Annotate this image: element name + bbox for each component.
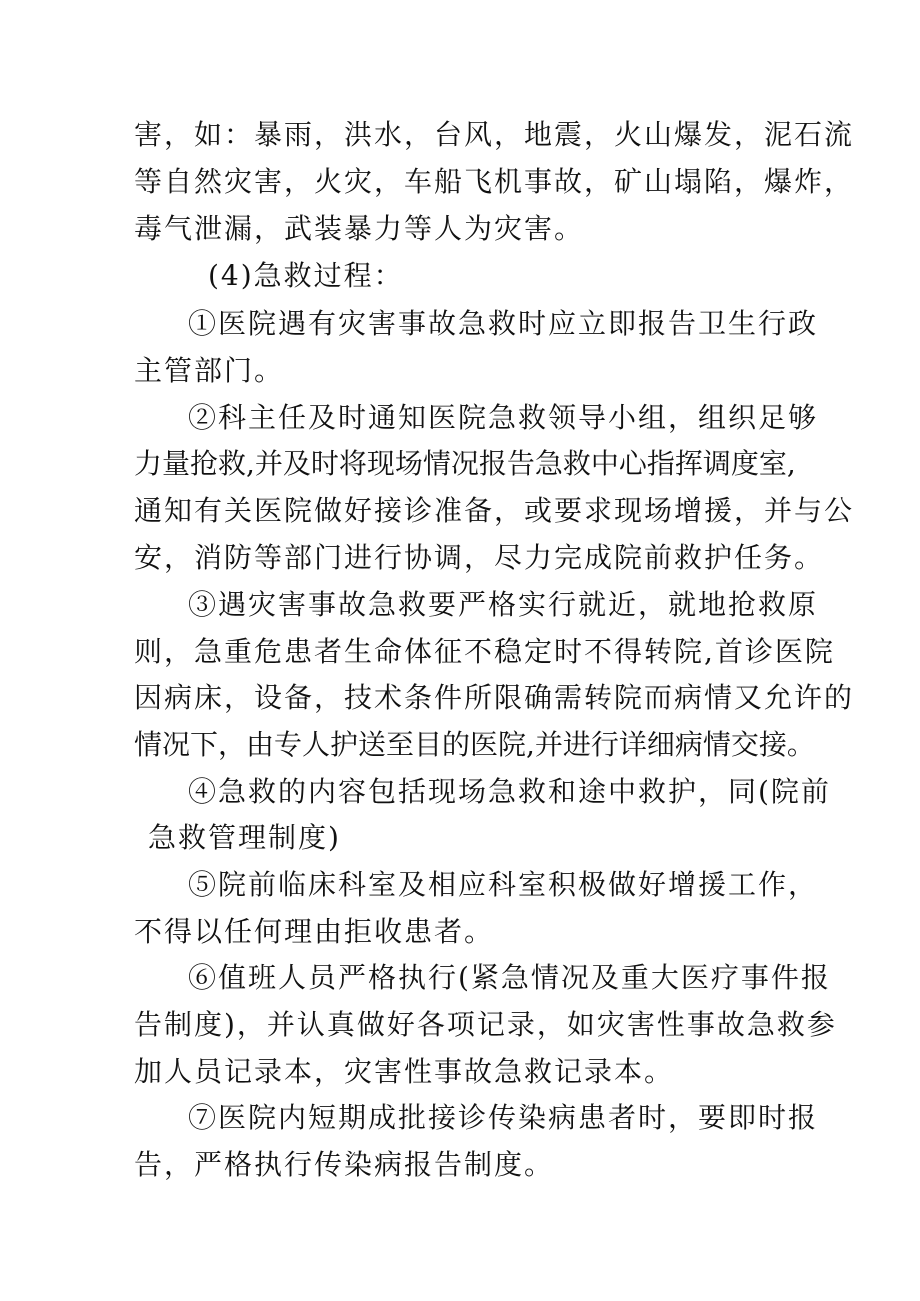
text-line-1: 害，如：暴雨，洪水，台风，地震，火山爆发，泥石流 xyxy=(134,118,855,151)
text-line-3: 毒气泄漏，武装暴力等人为灾害。 xyxy=(134,212,585,245)
text-line-2: 等自然灾害，火灾，车船飞机事故，矿山塌陷，爆炸， xyxy=(134,165,855,198)
text-line-18: 不得以任何理由拒收患者。 xyxy=(134,915,495,948)
text-line-9: 通知有关医院做好接诊准备，或要求现场增援，并与公 xyxy=(134,494,855,527)
text-line-16: 急救管理制度) xyxy=(148,821,341,854)
text-line-7: ②科主任及时通知医院急救领导小组，组织足够 xyxy=(188,401,819,434)
text-line-23: 告，严格执行传染病报告制度。 xyxy=(134,1148,555,1181)
text-line-5: ①医院遇有灾害事故急救时应立即报告卫生行政 xyxy=(188,307,819,340)
text-line-21: 加人员记录本，灾害性事故急救记录本。 xyxy=(134,1055,675,1088)
text-line-15: ④急救的内容包括现场急救和途中救护，同(院前 xyxy=(188,775,831,808)
text-line-14: 情况下，由专人护送至目的医院,并进行详细病情交接。 xyxy=(134,728,815,761)
text-line-19: ⑥值班人员严格执行(紧急情况及重大医疗事件报 xyxy=(188,961,831,994)
text-line-12: 则，急重危患者生命体征不稳定时不得转院,首诊医院 xyxy=(134,635,835,668)
text-line-6: 主管部门。 xyxy=(134,354,285,387)
text-line-13: 因病床，设备，技术条件所限确需转院而病情又允许的 xyxy=(134,681,855,714)
text-line-8: 力量抢救,并及时将现场情况报告急救中心指挥调度室, xyxy=(134,447,796,480)
text-line-20: 告制度)，并认真做好各项记录，如灾害性事故急救参 xyxy=(134,1008,837,1041)
section-heading: (4)急救过程： xyxy=(208,259,404,292)
text-line-17: ⑤院前临床科室及相应科室积极做好增援工作， xyxy=(188,868,819,901)
text-line-11: ③遇灾害事故急救要严格实行就近，就地抢救原 xyxy=(188,588,819,621)
text-line-10: 安，消防等部门进行协调，尽力完成院前救护任务。 xyxy=(134,541,825,574)
text-line-22: ⑦医院内短期成批接诊传染病患者时，要即时报 xyxy=(188,1101,819,1134)
